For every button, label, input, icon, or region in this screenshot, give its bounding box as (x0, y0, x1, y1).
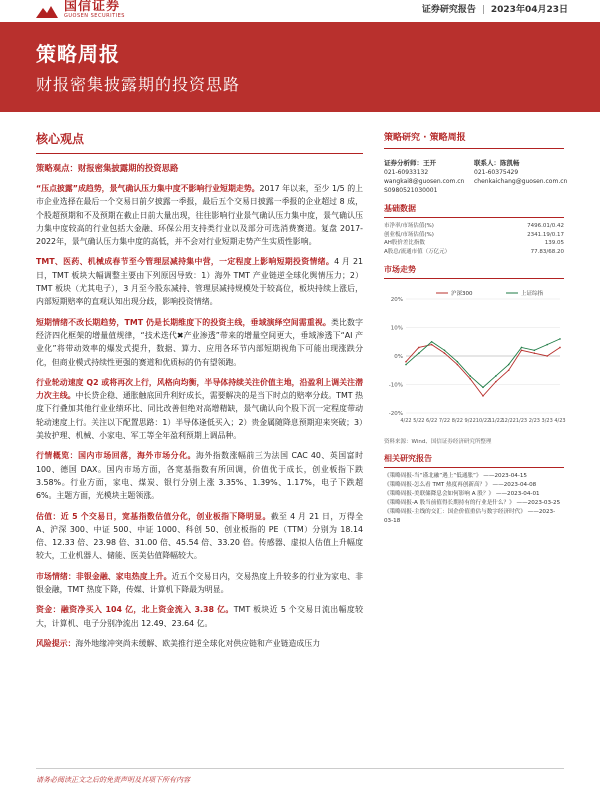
y-tick-label: 20% (390, 297, 403, 303)
contact-email[interactable]: chenkaichang@guosen.com.cn (474, 178, 568, 185)
core-views-column (36, 130, 363, 657)
related-report-item[interactable]: 《策略周报-A 股当前值得长期持有的行业是什么？》 ——2023-03-25 (384, 500, 561, 506)
x-tick-label: 5/22 (413, 418, 425, 424)
basic-data-value: 77.83/68.20 (530, 248, 564, 255)
contact-phone: 021-60375429 (474, 169, 519, 176)
analyst-email[interactable]: wangkai8@guosen.com.cn (384, 178, 465, 185)
logo-text-en: GUOSEN SECURITIES (64, 13, 125, 19)
data-point (534, 350, 536, 352)
paragraph-lead: 市场情绪：非银金融、家电热度上升。 (36, 571, 172, 581)
data-point (444, 352, 446, 354)
report-date: 2023年04月23日 (490, 5, 568, 15)
analyst-phone: 021-60933132 (384, 169, 429, 176)
paragraph-lead: 行业轮动速度 Q2 或将再次上行，风格向均衡，半导体持续关注价值主地，沿盈利上调关注潜力次主线。 (36, 377, 363, 401)
strategy-subhead: 策略观点：财报密集披露期的投资思路 (36, 163, 179, 173)
x-tick-label: 4/23 (554, 418, 566, 424)
series-line (406, 339, 560, 387)
y-tick-label: 10% (390, 325, 403, 332)
market-trend-svg (384, 285, 564, 430)
related-report-item[interactable]: 《策略周报-怎么看 TMT 热度再创新高？》 ——2023-04-08 (384, 482, 537, 488)
core-paragraph (36, 570, 363, 597)
x-tick-label: 4/22 (400, 418, 412, 424)
basic-data-value: 139.05 (544, 240, 564, 246)
x-tick-label: 11/22 (488, 418, 504, 424)
company-logo (36, 0, 125, 19)
paragraph-body: 截至 4 月 21 日，万得全 A、沪深 300、中证 500、中证 1000、科创 50、创业板指的 PE（TTM）分别为 18.14 倍、12.33 倍、23.98 倍、31.00 倍、45.54 倍、33.20 倍。传感器、虚拟人估值上升幅度较大，工业机器人、储能、医美估值降幅较大。 (36, 511, 363, 561)
basic-data-label: 创业板/市场估值(%) (384, 231, 434, 238)
disclaimer-footer: 请务必阅读正文之后的免责声明及其项下所有内容 (36, 768, 564, 785)
related-report-item[interactable]: 《策略周报-主线的交汇：国企价值重估与数字经济时代》 ——2023-03-18 (384, 509, 556, 524)
analyst-1 (384, 159, 474, 195)
logo-icon (36, 3, 58, 17)
data-point (482, 395, 484, 397)
data-point (405, 361, 407, 363)
related-title: 相关研究报告 (384, 453, 564, 468)
paragraph-lead: 风险提示： (36, 638, 76, 648)
basic-data-label: 市净率/市场估值(%) (384, 223, 434, 229)
y-tick-label: -20% (388, 411, 403, 417)
x-tick-label: 1/23 (515, 418, 528, 424)
x-tick-label: 7/22 (438, 418, 451, 424)
side-column (384, 130, 568, 526)
core-paragraph (36, 182, 363, 248)
related-report-item[interactable]: 《策略周报-当“谨北融”遇上“低通胀”》 ——2023-04-15 (384, 473, 527, 479)
paragraph-body: TMT 板块近 5 个交易日流出幅度较大，计算机、电子分别净流出 12.49、23.64 亿。 (36, 605, 363, 628)
analyst-name: 证券分析师：王开 (384, 159, 436, 167)
data-point (469, 378, 471, 380)
basic-data-label: AH股价差比指数 (384, 240, 425, 246)
data-point (418, 352, 420, 354)
title-banner (0, 22, 600, 112)
paragraph-lead: 短期情绪不改长期趋势，TMT 仍是长期维度下的投资主线，垂域演绎空间需重视。 (36, 317, 331, 327)
data-point (559, 338, 561, 340)
data-point (457, 364, 459, 366)
core-paragraph (36, 510, 363, 563)
report-meta: 证券研究报告 | 2023年04月23日 (421, 5, 568, 15)
basic-data-title: 基础数据 (384, 203, 564, 218)
x-tick-label: 10/22 (475, 418, 491, 424)
core-paragraph (36, 255, 363, 308)
basic-data-value: 7496.01/0.42 (527, 223, 564, 229)
core-views-title: 核心观点 (36, 130, 363, 154)
data-point (495, 375, 497, 377)
basic-data-row (384, 248, 564, 257)
chart-title: 市场走势 (384, 264, 564, 279)
data-point (559, 347, 561, 349)
data-point (521, 347, 523, 349)
x-tick-label: 8/22 (451, 418, 463, 424)
core-paragraph (36, 376, 363, 442)
data-point (457, 361, 459, 363)
core-paragraph (36, 603, 363, 630)
basic-data-row (384, 231, 564, 240)
contact-name: 联系人：陈凯畅 (474, 159, 520, 167)
paragraph-lead: “压点披露”成趋势，景气确认压力集中度不影响行业短期走势。 (36, 184, 260, 193)
paragraph-body: 近五个交易日内，交易热度上升较多的行业为家电、非银金融，TMT 热度下降，传媒、计算机下降最为明显。 (36, 571, 363, 595)
data-point (405, 364, 407, 366)
report-title: 策略周报 (36, 42, 120, 66)
related-reports (384, 472, 564, 526)
basic-data-value: 2341.19/0.17 (527, 231, 564, 238)
x-tick-label: 12/22 (501, 418, 516, 424)
paragraph-body: 类比数字经济四化框架的增量值规律，“技术迭代✖产业渗透”带来的增量空间更大，垂域渗透下“AI 产业化”将带动效率的爆发式提升，数据、算力、应用各环节内部短期视角下可能出现涨跌分化，但商业模式持续性更强的赛道和优质标的仍有望领跑。 (36, 317, 363, 367)
logo-text-cn: 国信证券 (64, 0, 121, 14)
analyst-info (384, 159, 568, 195)
top-bar (0, 0, 600, 22)
core-paragraph (36, 637, 363, 650)
paragraph-lead: 行情概览：国内市场回落，海外市场分化。 (36, 451, 196, 461)
paragraph-lead: 资金：融资净买入 104 亿，北上资金流入 3.38 亿。 (36, 605, 234, 615)
side-title: 策略研究 · 策略周报 (384, 130, 564, 149)
analyst-2 (474, 159, 568, 195)
data-point (482, 387, 484, 389)
x-tick-label: 3/23 (541, 418, 553, 424)
paragraph-lead: TMT、医药、机械成春节至今管理层减持集中营，一定程度上影响短期投资情绪。 (36, 257, 335, 267)
related-report-item[interactable]: 《策略周报-美联储降息会如何影响 A 股？》 ——2023-04-01 (384, 491, 540, 497)
report-type: 证券研究报告 (421, 5, 476, 15)
data-point (431, 341, 433, 343)
data-point (546, 344, 548, 346)
core-paragraph (36, 316, 363, 369)
paragraph-lead: 估值：近 5 个交易日，宽基指数估值分化，创业板指下降明显。 (36, 511, 271, 521)
x-tick-label: 2/23 (528, 418, 540, 424)
core-paragraph (36, 449, 363, 502)
market-trend-chart (384, 285, 564, 434)
data-point (444, 350, 446, 352)
series-line (406, 345, 560, 396)
core-paragraphs (36, 182, 363, 650)
basic-data-row (384, 239, 564, 248)
data-point (534, 352, 536, 354)
data-point (508, 364, 510, 366)
x-tick-label: 6/22 (426, 418, 438, 424)
report-subtitle: 财报密集披露期的投资思路 (36, 75, 241, 94)
basic-data-table (384, 222, 564, 256)
paragraph-body: 中长贷企稳、通胀触底回升利好成长，需要解决的是当下时点的赔率分歧。TMT 热度下行叠加其他行业业绩环比、同比改善但绝对高增精缺，景气确认向个股下沉一定程度带动轮动速度上行。关注以下配置思路：1）半导体逢低买入；2）贵金属随降息预期迎来突破；3）美妆护理、机械、小家电、军工等全年盈利预期上调品种。 (36, 391, 363, 441)
y-tick-label: 0% (394, 354, 403, 360)
chart-source: 资料来源：Wind、国信证券经济研究所整理 (384, 439, 492, 445)
analyst-cert: S0980521030001 (384, 187, 438, 194)
data-point (418, 347, 420, 349)
paragraph-body: 海外地缘冲突尚未缓解、欧美推行逆全球化对供应链和产业链造成压力 (75, 638, 321, 648)
legend-label: 沪深300 (451, 291, 473, 297)
paragraph-body: 2017 年以来，至少 1/5 的上市企业选择在最后一个交易日前夕披露一季报，最后五个交易日披露一季报的企业超过 8 成，个股超预期和不及预期在截止日前大量出现，往往影响行业景气确认压力集中度，景气确认压力集中度较高的行业包括大金融、环保公用支持类行业以及部分可选消费赛道。复盘 2017-2022年，景气确认压力集中度的高低，并不会对行业短期走势产生实质性影响。 (36, 184, 363, 247)
x-tick-label: 9/22 (464, 418, 476, 424)
paragraph-body: 4 月 21 日，TMT 板块大幅调整主要由下列原因导致：1）海外 TMT 产业链逆全球化舆情压力；2）TMT 板块（尤其电子），3 月至今股东减持、管理层减持规模处于较高位，板块持续上涨后，内部短期赔率的直观认知出现分歧，影响投资情绪。 (36, 257, 364, 307)
data-point (469, 375, 471, 377)
data-point (495, 381, 497, 383)
data-point (546, 355, 548, 357)
data-point (521, 350, 523, 352)
paragraph-body: 海外指数涨幅前三为法国 CAC 40、英国富时 100、德国 DAX。国内市场方面，各宽基指数有所回调，价值优于成长，创业板指下跌 3.58%。行业方面，家电、煤炭、银行分别上涨 3.35%、1.39%、1.17%，电子下跌超 6%。主题方面，光模块主题领涨。 (36, 451, 363, 501)
legend-label: 上证综指 (521, 291, 544, 297)
basic-data-label: A股总/流通市值（万亿元） (384, 248, 451, 255)
data-point (431, 344, 433, 346)
data-point (508, 369, 510, 371)
y-tick-label: -10% (388, 382, 403, 389)
basic-data-row (384, 222, 564, 231)
